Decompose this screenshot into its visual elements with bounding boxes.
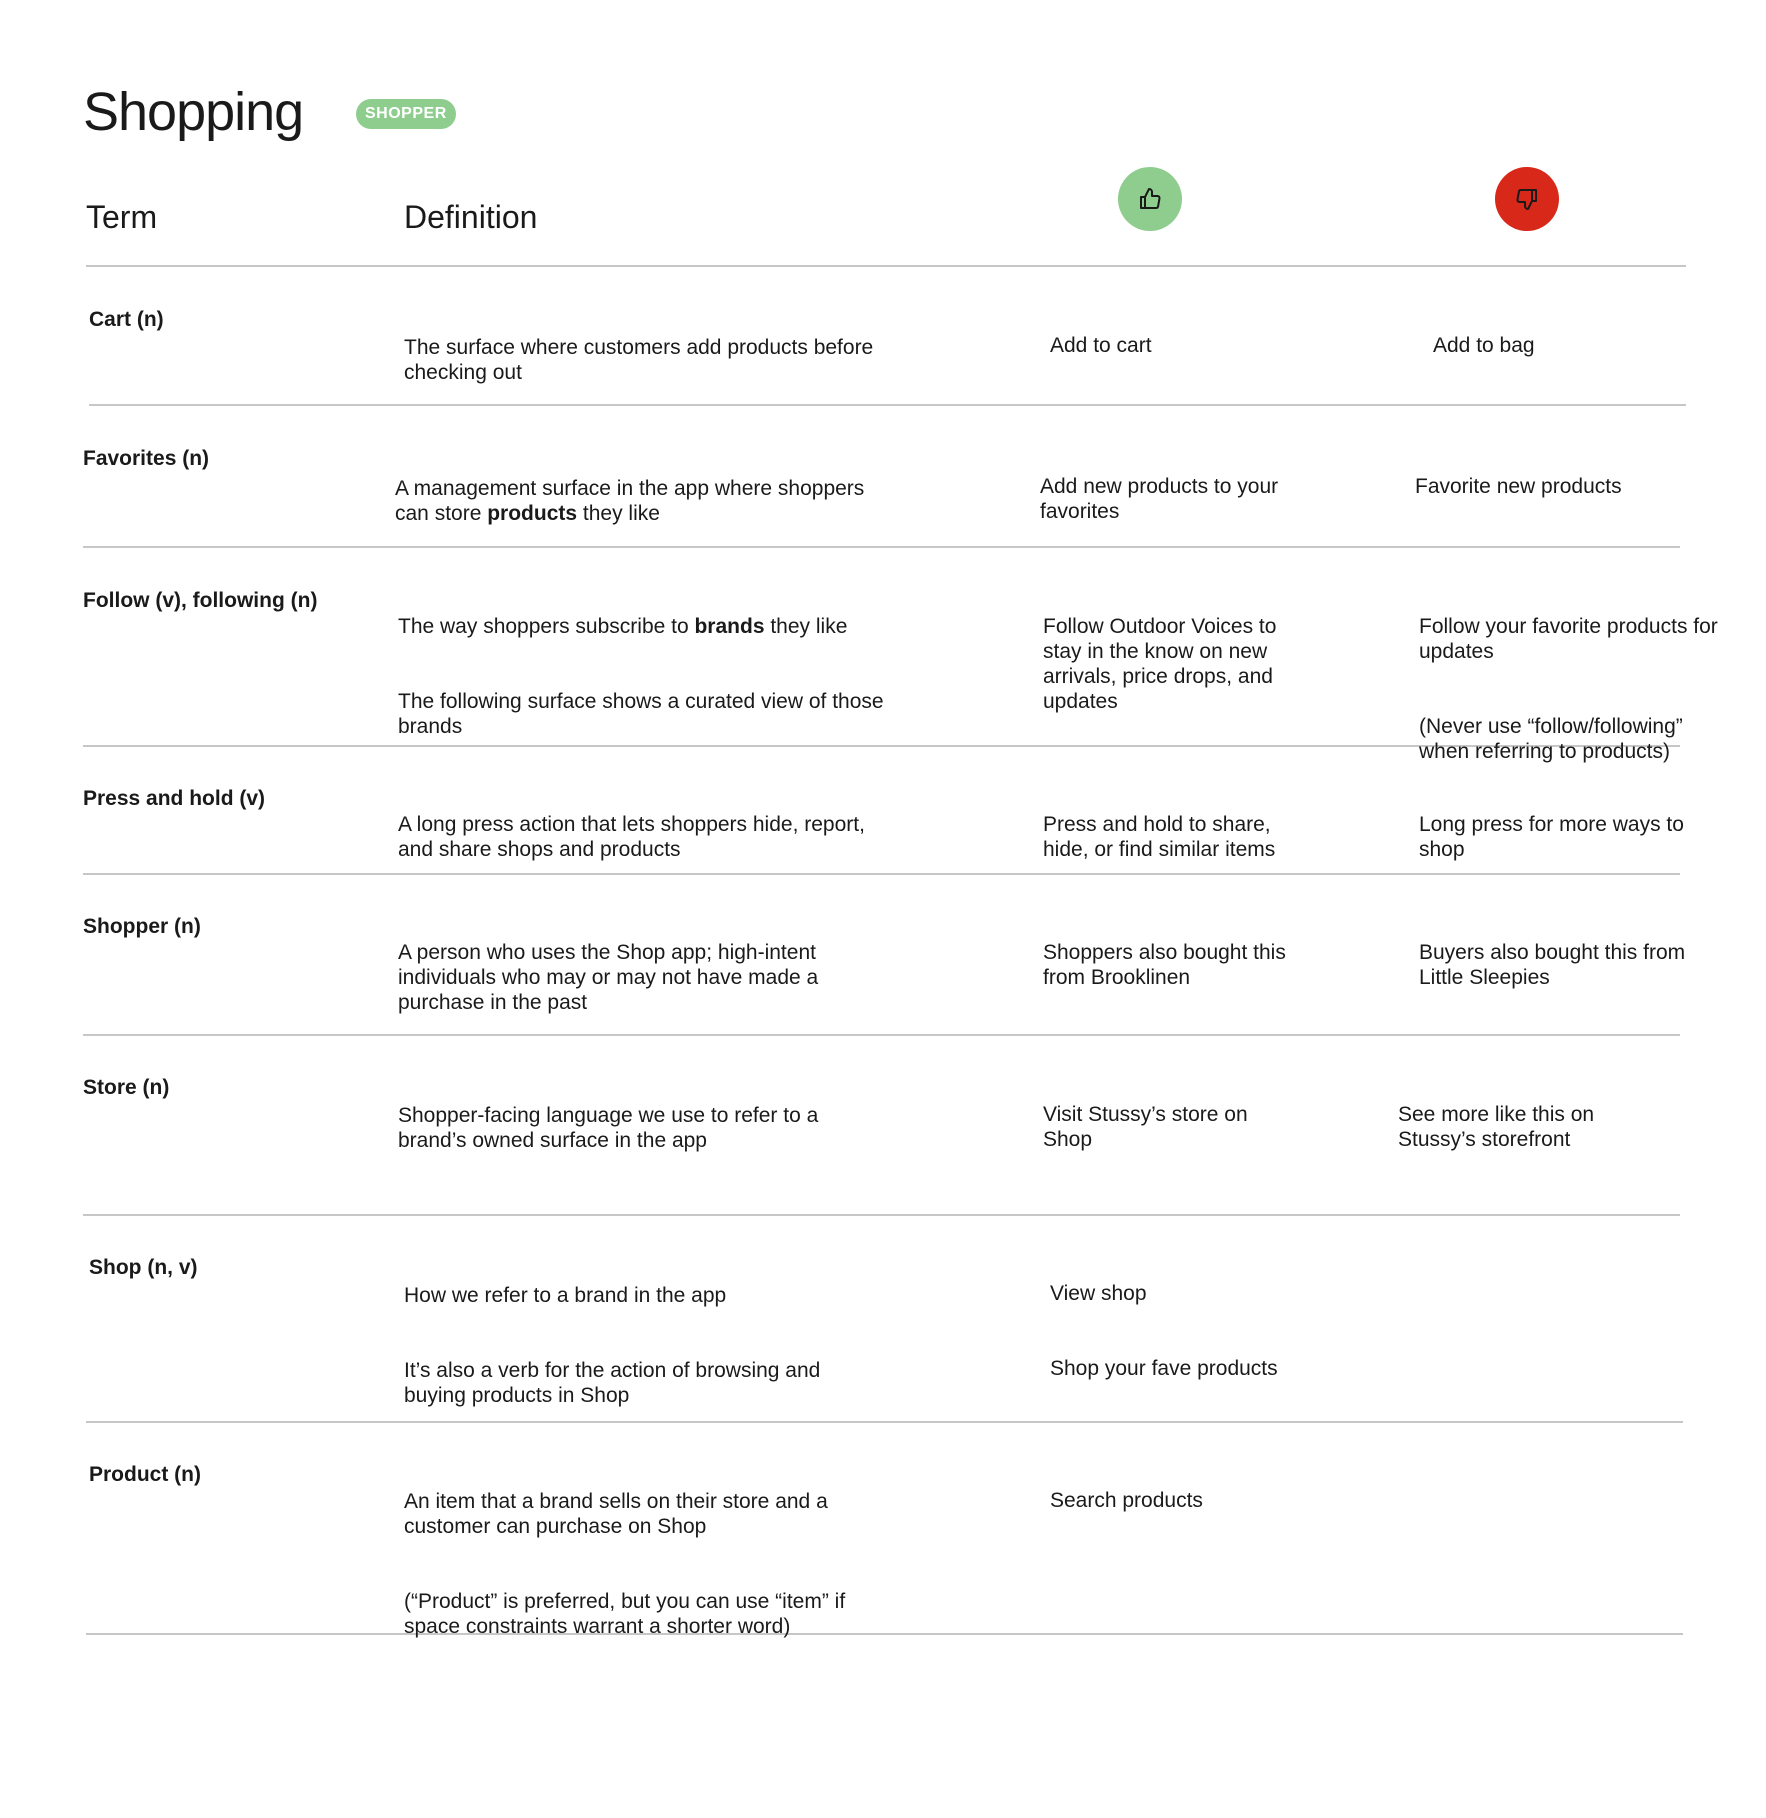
thumbs-down-icon [1515, 187, 1539, 211]
term-store: Store (n) [83, 1076, 170, 1099]
term-follow: Follow (v), following (n) [83, 589, 318, 612]
do-example-shop [1050, 1256, 1350, 1406]
definition-press-and-hold [398, 787, 898, 887]
dont-example-store [1398, 1077, 1638, 1177]
definition-shop [404, 1258, 864, 1433]
do-text: Add to cart [1050, 334, 1152, 357]
do-text: Follow Outdoor Voices to stay in the know on new arrivals, price drops, and updates [1043, 615, 1277, 713]
dont-text: (Never use “follow/following” when referring to products) [1419, 715, 1683, 763]
definition-text: Shopper-facing language we use to refer to a brand’s owned surface in the app [398, 1104, 819, 1152]
page-title: Shopping [83, 82, 304, 142]
dont-text: Add to bag [1433, 334, 1535, 357]
do-example-cart [1050, 308, 1350, 383]
do-example-shopper [1043, 915, 1313, 1015]
do-text: Press and hold to share, hide, or find similar items [1043, 813, 1276, 861]
term-shop: Shop (n, v) [89, 1256, 198, 1279]
dont-text: Follow your favorite products for updates [1419, 615, 1718, 663]
column-header-do [1118, 167, 1182, 231]
definition-text: It’s also a verb for the action of browsing and buying products in Shop [404, 1359, 821, 1407]
dont-example-shopper [1419, 915, 1689, 1015]
column-header-term: Term [86, 199, 158, 235]
row-divider [83, 1214, 1680, 1216]
definition-shopper [398, 915, 858, 1040]
dont-text: Long press for more ways to shop [1419, 813, 1684, 861]
do-example-store [1043, 1077, 1283, 1177]
row-divider [86, 265, 1686, 267]
do-example-press-and-hold [1043, 787, 1313, 887]
dont-example-press-and-hold [1419, 787, 1689, 887]
shopper-badge: SHOPPER [356, 99, 456, 129]
do-text: Shoppers also bought this from Brooklinen [1043, 941, 1286, 989]
do-text: View shop [1050, 1282, 1147, 1305]
dont-text: Buyers also bought this from Little Sleepies [1419, 941, 1686, 989]
definition-text: A person who uses the Shop app; high-intent individuals who may or may not have made a purchase in the past [398, 941, 819, 1014]
dont-text: Favorite new products [1415, 475, 1622, 498]
dont-example-favorites [1415, 449, 1715, 524]
do-text: Visit Stussy’s store on Shop [1043, 1103, 1248, 1151]
definition-text: The following surface shows a curated view of those brands [398, 690, 884, 738]
do-example-follow [1043, 589, 1313, 739]
definition-favorites [395, 451, 895, 551]
term-shopper: Shopper (n) [83, 915, 201, 938]
definition-text: The way shoppers subscribe to brands they like [398, 615, 848, 638]
definition-text: (“Product” is preferred, but you can use “item” if space constraints warrant a shorter word) [404, 1590, 846, 1638]
do-example-product [1050, 1463, 1350, 1538]
definition-text: An item that a brand sells on their store and a customer can purchase on Shop [404, 1490, 828, 1538]
dont-example-cart [1433, 308, 1733, 383]
bold-term: products [487, 502, 578, 525]
definition-text: A management surface in the app where shoppers can store products they like [395, 477, 865, 525]
term-cart: Cart (n) [89, 308, 164, 331]
dont-text: See more like this on Stussy’s storefront [1398, 1103, 1595, 1151]
dont-example-follow [1419, 589, 1719, 789]
definition-store [398, 1078, 858, 1178]
do-text: Add new products to your favorites [1040, 475, 1279, 523]
term-press-and-hold: Press and hold (v) [83, 787, 266, 810]
row-divider [86, 1633, 1683, 1635]
definition-follow [398, 589, 898, 764]
bold-term: brands [694, 615, 765, 638]
column-header-dont [1495, 167, 1559, 231]
definition-cart [404, 310, 924, 410]
definition-text: The surface where customers add products before checking out [404, 336, 874, 384]
definition-text: A long press action that lets shoppers hide, report, and share shops and products [398, 813, 865, 861]
term-product: Product (n) [89, 1463, 201, 1486]
definition-text: How we refer to a brand in the app [404, 1284, 727, 1307]
row-divider [83, 1034, 1680, 1036]
row-divider [86, 1421, 1683, 1423]
term-favorites: Favorites (n) [83, 447, 210, 470]
definition-product [404, 1464, 884, 1664]
thumbs-up-icon [1138, 187, 1162, 211]
do-example-favorites [1040, 449, 1340, 549]
column-header-definition: Definition [404, 199, 538, 235]
do-text: Shop your fave products [1050, 1357, 1278, 1380]
do-text: Search products [1050, 1489, 1203, 1512]
